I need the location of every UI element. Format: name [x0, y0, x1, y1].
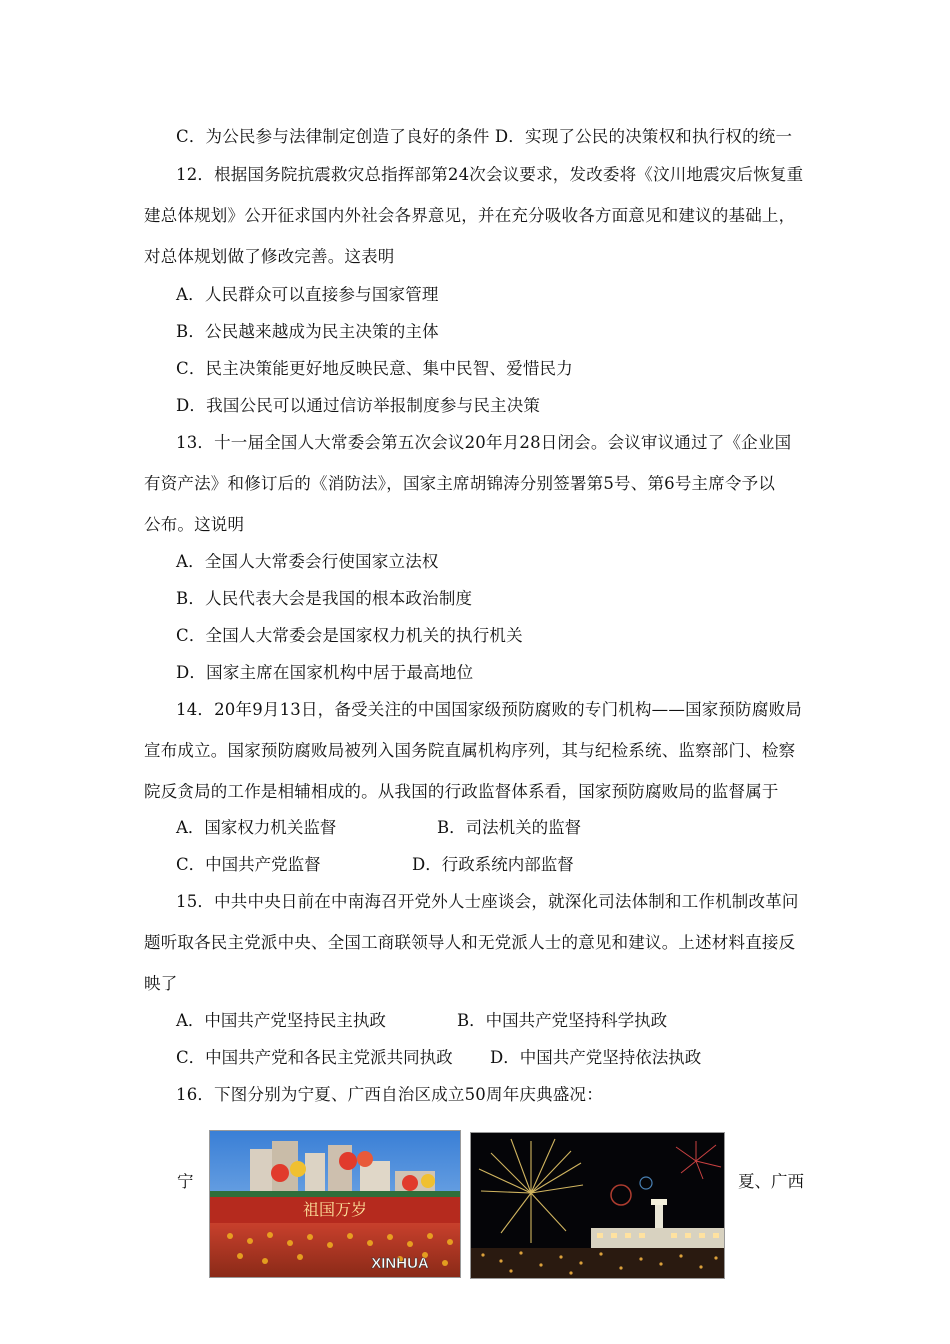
q14-option-b: B．司法机关的监督: [437, 818, 582, 837]
q12-stem-line2: 建总体规划》公开征求国内外社会各界意见，并在充分吸收各方面意见和建议的基础上，: [144, 206, 796, 225]
q15-stem-line1: 15．中共中央日前在中南海召开党外人士座谈会，就深化司法体制和工作机制改革问: [176, 892, 799, 911]
q13-stem-line3: 公布。这说明: [144, 515, 245, 534]
guangxi-fireworks-photo: [470, 1132, 725, 1279]
q12-stem-line1: 12．根据国务院抗震救灾总指挥部第24次会议要求，发改委将《汶川地震灾后恢复重: [176, 165, 804, 184]
q12-option-b: B．公民越来越成为民主决策的主体: [176, 322, 439, 341]
q12-option-d: D．我国公民可以通过信访举报制度参与民主决策: [176, 396, 541, 415]
q12-stem-line3: 对总体规划做了修改完善。这表明: [144, 247, 395, 266]
q14-stem-line3: 院反贪局的工作是相辅相成的。从我国的行政监督体系看，国家预防腐败局的监督属于: [144, 782, 779, 801]
q15-option-a: A．中国共产党坚持民主执政: [176, 1011, 386, 1030]
q14-option-c: C．中国共产党监督: [176, 855, 321, 874]
q14-option-d: D．行政系统内部监督: [412, 855, 574, 874]
q13-option-a: A．全国人大常委会行使国家立法权: [176, 552, 439, 571]
q15-option-b: B．中国共产党坚持科学执政: [457, 1011, 668, 1030]
q15-stem-line3: 映了: [144, 974, 178, 993]
ningxia-photo-art: [210, 1131, 460, 1277]
q13-option-b: B．人民代表大会是我国的根本政治制度: [176, 589, 473, 608]
q13-option-d: D．国家主席在国家机构中居于最高地位: [176, 663, 474, 682]
q14-stem-line2: 宣布成立。国家预防腐败局被列入国务院直属机构序列，其与纪检系统、监察部门、检察: [144, 741, 796, 760]
guangxi-photo-art: [471, 1133, 724, 1278]
photo1-watermark: XINHUA: [371, 1255, 429, 1272]
q14-option-a: A．国家权力机关监督: [176, 818, 337, 837]
figure-left-label: 宁: [177, 1172, 194, 1191]
q11-options-cd: C．为公民参与法律制定创造了良好的条件 D．实现了公民的决策权和执行权的统一: [176, 127, 793, 146]
q16-stem: 16．下图分别为宁夏、广西自治区成立50周年庆典盛况：: [176, 1085, 603, 1104]
photo1-banner-text: 祖国万岁: [302, 1202, 368, 1219]
q13-stem-line1: 13．十一届全国人大常委会第五次会议20年月28日闭会。会议审议通过了《企业国: [176, 433, 792, 452]
q13-option-c: C．全国人大常委会是国家权力机关的执行机关: [176, 626, 523, 645]
q13-stem-line2: 有资产法》和修订后的《消防法》，国家主席胡锦涛分别签署第5号、第6号主席令予以: [144, 474, 776, 493]
q14-stem-line1: 14．20年9月13日，备受关注的中国国家级预防腐败的专门机构——国家预防腐败局: [176, 700, 802, 719]
q12-option-a: A．人民群众可以直接参与国家管理: [176, 285, 439, 304]
ningxia-celebration-photo: [209, 1130, 461, 1278]
q15-stem-line2: 题听取各民主党派中央、全国工商联领导人和无党派人士的意见和建议。上述材料直接反: [144, 933, 796, 952]
q15-option-d: D．中国共产党坚持依法执政: [490, 1048, 702, 1067]
q12-option-c: C．民主决策能更好地反映民意、集中民智、爱惜民力: [176, 359, 573, 378]
figure-right-label: 夏、广西: [738, 1172, 804, 1191]
q15-option-c: C．中国共产党和各民主党派共同执政: [176, 1048, 453, 1067]
